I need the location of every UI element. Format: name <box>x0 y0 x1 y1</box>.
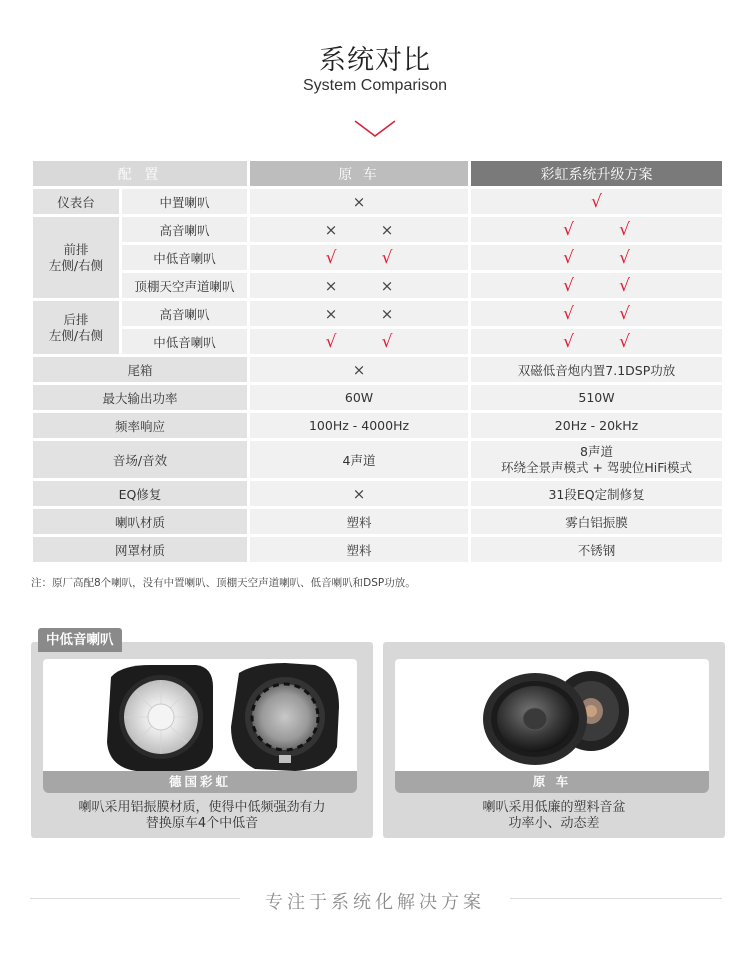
cell-original <box>250 481 468 506</box>
cell-original <box>250 273 468 298</box>
cell-original: 4声道 <box>250 441 468 478</box>
cell-original: 塑料 <box>250 509 468 534</box>
row-label: 中低音喇叭 <box>122 329 247 354</box>
cross-icon: × <box>352 192 366 211</box>
table-row <box>33 329 722 354</box>
header-original: 原 车 <box>250 161 468 186</box>
cell-upgrade <box>471 301 722 326</box>
cell-upgrade <box>471 273 722 298</box>
row-label: 音场/音效 <box>33 441 247 478</box>
footer-slogan: 专注于系统化解决方案 <box>265 892 485 913</box>
row-label: 最大输出功率 <box>33 385 247 410</box>
cell-upgrade: 510W <box>471 385 722 410</box>
check-icon: √ <box>591 191 602 212</box>
upgrade-brand-bar: 德国彩虹 <box>43 771 357 793</box>
check-icon: √ <box>619 331 630 352</box>
footnote: 注：原厂高配8个喇叭，没有中置喇叭、顶棚天空声道喇叭、低音喇叭和DSP功放。 <box>31 577 416 589</box>
original-bar: 原 车 <box>395 771 709 793</box>
cross-icon: × <box>324 220 338 239</box>
row-label: EQ修复 <box>33 481 247 506</box>
check-icon: √ <box>325 247 337 268</box>
check-icon: √ <box>619 303 630 324</box>
page-title: 系统对比 <box>319 45 431 76</box>
cell-upgrade: 8声道 环绕全景声模式 + 驾驶位HiFi模式 <box>471 441 722 478</box>
row-label: 网罩材质 <box>33 537 247 562</box>
check-icon: √ <box>381 247 393 268</box>
cross-icon: × <box>380 276 394 295</box>
cell-original <box>250 245 468 270</box>
table-row <box>33 509 722 534</box>
cell-upgrade <box>471 217 722 242</box>
cell-upgrade: 不锈钢 <box>471 537 722 562</box>
table-row <box>33 385 722 410</box>
check-icon: √ <box>563 275 574 296</box>
check-icon: √ <box>619 219 630 240</box>
row-label: 顶棚天空声道喇叭 <box>122 273 247 298</box>
original-description: 喇叭采用低廉的塑料音盆 功率小、动态差 <box>482 800 626 831</box>
upgrade-speaker-photo <box>43 659 357 771</box>
check-icon: √ <box>563 331 574 352</box>
row-label: 尾箱 <box>33 357 247 382</box>
cell-upgrade: 31段EQ定制修复 <box>471 481 722 506</box>
cell-upgrade: 20Hz - 20kHz <box>471 413 722 438</box>
cell-original: 塑料 <box>250 537 468 562</box>
cell-original <box>250 217 468 242</box>
cross-icon: × <box>380 304 394 323</box>
cross-icon: × <box>324 304 338 323</box>
cross-icon: × <box>324 276 338 295</box>
cell-original <box>250 189 468 214</box>
table-header-row <box>33 161 722 186</box>
table-row <box>33 481 722 506</box>
check-icon: √ <box>619 247 630 268</box>
header-config: 配 置 <box>33 161 247 186</box>
cross-icon: × <box>380 220 394 239</box>
cell-upgrade: 雾白铝振膜 <box>471 509 722 534</box>
cell-original <box>250 357 468 382</box>
row-label: 中置喇叭 <box>122 189 247 214</box>
table-row <box>33 301 722 326</box>
comparison-table <box>30 158 725 565</box>
row-label: 中低音喇叭 <box>122 245 247 270</box>
cell-original <box>250 329 468 354</box>
table-row <box>33 413 722 438</box>
original-speaker-photo <box>395 659 709 771</box>
table-row <box>33 189 722 214</box>
row-label: 高音喇叭 <box>122 217 247 242</box>
page-subtitle: System Comparison <box>302 77 448 94</box>
cell-upgrade <box>471 189 722 214</box>
cell-upgrade <box>471 329 722 354</box>
check-icon: √ <box>563 219 574 240</box>
group-dashboard: 仪表台 <box>33 189 119 214</box>
table-row <box>33 273 722 298</box>
header-upgrade: 彩虹系统升级方案 <box>471 161 722 186</box>
check-icon: √ <box>381 331 393 352</box>
check-icon: √ <box>619 275 630 296</box>
speaker-image <box>43 659 357 771</box>
row-label: 喇叭材质 <box>33 509 247 534</box>
check-icon: √ <box>563 303 574 324</box>
table-row <box>33 537 722 562</box>
upgrade-speaker-panel <box>31 642 373 838</box>
cell-original: 100Hz - 4000Hz <box>250 413 468 438</box>
upgrade-description: 喇叭采用铝振膜材质，使得中低频强劲有力 替换原车4个中低音 <box>78 800 326 831</box>
cell-upgrade <box>471 245 722 270</box>
chevron-down-icon <box>353 116 397 142</box>
group-front: 前排 左侧/右侧 <box>33 217 119 298</box>
original-speaker-panel <box>383 642 725 838</box>
check-icon: √ <box>563 247 574 268</box>
cross-icon: × <box>352 484 366 503</box>
table-row <box>33 217 722 242</box>
table-row <box>33 357 722 382</box>
table-row <box>33 441 722 478</box>
section-label: 中低音喇叭 <box>38 628 122 652</box>
row-label: 高音喇叭 <box>122 301 247 326</box>
row-label: 频率响应 <box>33 413 247 438</box>
cell-upgrade: 双磁低音炮内置7.1DSP功放 <box>471 357 722 382</box>
cell-original: 60W <box>250 385 468 410</box>
cell-original <box>250 301 468 326</box>
cross-icon: × <box>352 360 366 379</box>
speaker-image <box>395 659 709 771</box>
group-rear: 后排 左侧/右侧 <box>33 301 119 354</box>
table-row <box>33 245 722 270</box>
check-icon: √ <box>325 331 337 352</box>
